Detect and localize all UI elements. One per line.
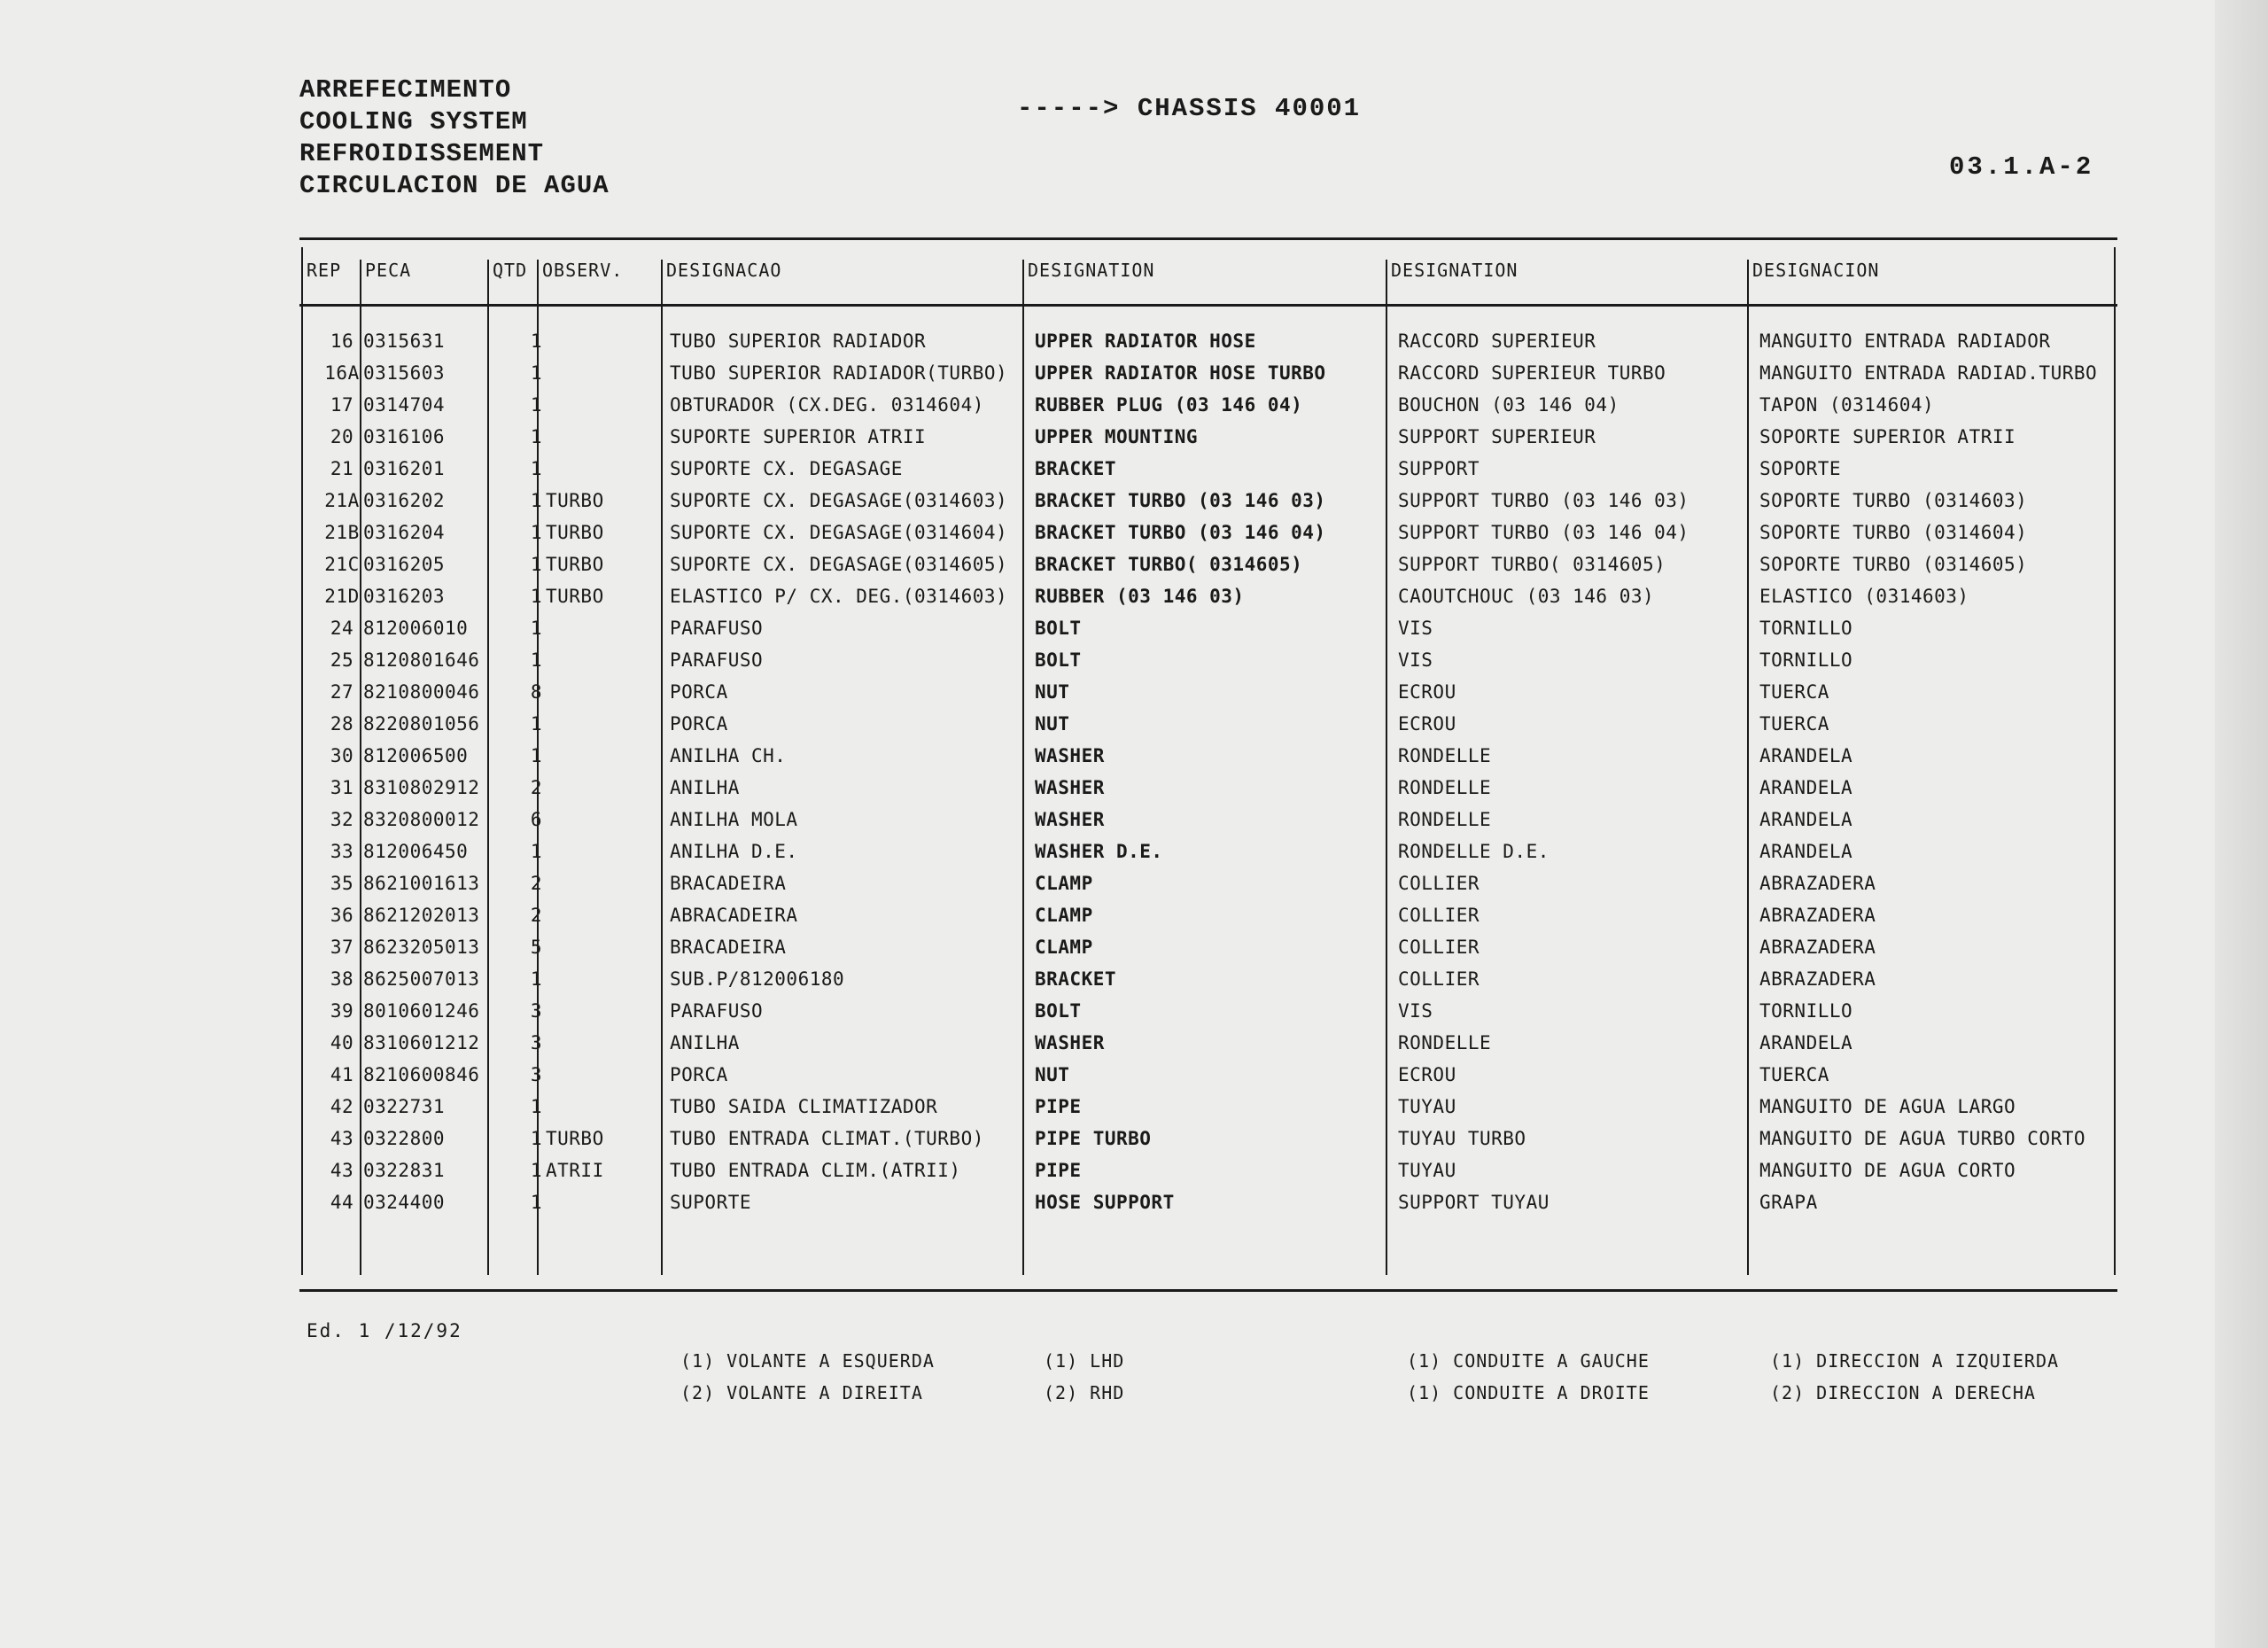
cell-designacao: BRACADEIRA <box>670 873 787 894</box>
edition-date: Ed. 1 /12/92 <box>307 1320 462 1341</box>
cell-designacion: SOPORTE TURBO (0314603) <box>1759 490 2028 511</box>
cell-qtd: 8 <box>530 681 542 703</box>
cell-designation-fr: VIS <box>1398 618 1433 639</box>
cell-qtd: 1 <box>530 394 542 416</box>
table-row <box>299 905 2117 937</box>
cell-designacion: TORNILLO <box>1759 618 1853 639</box>
cell-rep: 21A <box>324 490 360 511</box>
cell-peca: 812006010 <box>363 618 469 639</box>
cell-rep: 43 <box>330 1160 354 1181</box>
cell-designation-en: NUT <box>1035 1064 1070 1085</box>
cell-designacion: TORNILLO <box>1759 1000 1853 1022</box>
cell-designation-fr: RONDELLE <box>1398 745 1492 766</box>
cell-peca: 8220801056 <box>363 713 480 735</box>
title-en: COOLING SYSTEM <box>299 107 528 136</box>
cell-peca: 0322800 <box>363 1128 446 1149</box>
cell-designation-fr: RACCORD SUPERIEUR <box>1398 330 1596 352</box>
table-row <box>299 394 2117 426</box>
cell-peca: 0315603 <box>363 362 446 384</box>
title-pt: ARREFECIMENTO <box>299 75 512 105</box>
cell-designacao: SUB.P/812006180 <box>670 968 845 990</box>
cell-rep: 44 <box>330 1192 354 1213</box>
table-row <box>299 937 2117 968</box>
cell-designation-fr: SUPPORT TURBO (03 146 04) <box>1398 522 1689 543</box>
cell-designacion: MANGUITO ENTRADA RADIAD.TURBO <box>1759 362 2098 384</box>
cell-designacao: ANILHA D.E. <box>670 841 798 862</box>
cell-designation-en: BRACKET <box>1035 968 1117 990</box>
table-row <box>299 649 2117 681</box>
cell-designation-fr: ECROU <box>1398 681 1456 703</box>
cell-designation-en: PIPE <box>1035 1160 1082 1181</box>
cell-peca: 812006500 <box>363 745 469 766</box>
parts-table <box>299 237 2117 1292</box>
cell-peca: 0322731 <box>363 1096 446 1117</box>
cell-observ: TURBO <box>546 1128 604 1149</box>
cell-designation-en: BRACKET TURBO (03 146 03) <box>1035 490 1326 511</box>
cell-qtd: 6 <box>530 809 542 830</box>
cell-qtd: 1 <box>530 1096 542 1117</box>
cell-designacao: TUBO SUPERIOR RADIADOR <box>670 330 927 352</box>
cell-designation-en: BOLT <box>1035 649 1082 671</box>
table-row <box>299 841 2117 873</box>
cell-qtd: 1 <box>530 362 542 384</box>
cell-designation-en: CLAMP <box>1035 937 1093 958</box>
cell-designacao: ANILHA CH. <box>670 745 787 766</box>
cell-designacao: PARAFUSO <box>670 1000 764 1022</box>
table-row <box>299 554 2117 586</box>
cell-designation-en: BOLT <box>1035 1000 1082 1022</box>
cell-rep: 21B <box>324 522 360 543</box>
cell-peca: 0316205 <box>363 554 446 575</box>
header-separator <box>299 304 2117 307</box>
cell-designacion: ABRAZADERA <box>1759 905 1876 926</box>
cell-qtd: 1 <box>530 330 542 352</box>
cell-peca: 8623205013 <box>363 937 480 958</box>
cell-designacao: PARAFUSO <box>670 618 764 639</box>
cell-designacion: ELASTICO (0314603) <box>1759 586 1969 607</box>
cell-observ: TURBO <box>546 554 604 575</box>
cell-designacion: ARANDELA <box>1759 745 1853 766</box>
cell-rep: 24 <box>330 618 354 639</box>
cell-peca: 8210600846 <box>363 1064 480 1085</box>
cell-designacao: TUBO SAIDA CLIMATIZADOR <box>670 1096 938 1117</box>
cell-qtd: 3 <box>530 1032 542 1053</box>
cell-qtd: 2 <box>530 905 542 926</box>
cell-peca: 8625007013 <box>363 968 480 990</box>
header-designation-fr: DESIGNATION <box>1391 260 1518 281</box>
cell-peca: 8010601246 <box>363 1000 480 1022</box>
cell-designation-en: UPPER MOUNTING <box>1035 426 1199 447</box>
cell-designacion: ARANDELA <box>1759 809 1853 830</box>
cell-peca: 8310601212 <box>363 1032 480 1053</box>
cell-designation-fr: TUYAU <box>1398 1096 1456 1117</box>
cell-designacion: MANGUITO DE AGUA TURBO CORTO <box>1759 1128 2086 1149</box>
cell-designation-fr: SUPPORT <box>1398 458 1480 479</box>
cell-peca: 0316202 <box>363 490 446 511</box>
table-row <box>299 968 2117 1000</box>
cell-designation-fr: SUPPORT TURBO( 0314605) <box>1398 554 1666 575</box>
cell-designation-en: NUT <box>1035 681 1070 703</box>
cell-designation-en: PIPE TURBO <box>1035 1128 1152 1149</box>
table-row <box>299 1128 2117 1160</box>
header-rep: REP <box>307 260 342 281</box>
cell-rep: 40 <box>330 1032 354 1053</box>
table-row <box>299 458 2117 490</box>
cell-peca: 0314704 <box>363 394 446 416</box>
cell-rep: 42 <box>330 1096 354 1117</box>
cell-rep: 39 <box>330 1000 354 1022</box>
cell-peca: 0324400 <box>363 1192 446 1213</box>
cell-qtd: 1 <box>530 522 542 543</box>
cell-qtd: 1 <box>530 745 542 766</box>
table-row <box>299 1000 2117 1032</box>
cell-qtd: 1 <box>530 1160 542 1181</box>
cell-designation-en: NUT <box>1035 713 1070 735</box>
cell-qtd: 1 <box>530 426 542 447</box>
cell-rep: 32 <box>330 809 354 830</box>
cell-designation-en: BRACKET <box>1035 458 1117 479</box>
table-row <box>299 1192 2117 1224</box>
header-designacao: DESIGNACAO <box>666 260 782 281</box>
cell-designation-en: CLAMP <box>1035 873 1093 894</box>
header-designacion: DESIGNACION <box>1752 260 1880 281</box>
cell-designacao: SUPORTE CX. DEGASAGE <box>670 458 903 479</box>
cell-designation-fr: ECROU <box>1398 713 1456 735</box>
cell-designacion: SOPORTE <box>1759 458 1842 479</box>
cell-designation-fr: TUYAU TURBO <box>1398 1128 1526 1149</box>
cell-designacao: SUPORTE SUPERIOR ATRII <box>670 426 927 447</box>
cell-designacao: ANILHA <box>670 777 740 798</box>
cell-rep: 33 <box>330 841 354 862</box>
cell-designation-fr: RONDELLE <box>1398 777 1492 798</box>
cell-designation-fr: VIS <box>1398 649 1433 671</box>
cell-rep: 35 <box>330 873 354 894</box>
header-observ: OBSERV. <box>542 260 624 281</box>
cell-designation-en: PIPE <box>1035 1096 1082 1117</box>
cell-qtd: 1 <box>530 1128 542 1149</box>
cell-designation-fr: RONDELLE D.E. <box>1398 841 1550 862</box>
cell-designation-fr: RONDELLE <box>1398 1032 1492 1053</box>
cell-designacao: TUBO SUPERIOR RADIADOR(TURBO) <box>670 362 1008 384</box>
cell-observ: ATRII <box>546 1160 604 1181</box>
cell-designation-fr: COLLIER <box>1398 873 1480 894</box>
cell-designacion: MANGUITO DE AGUA CORTO <box>1759 1160 2016 1181</box>
cell-designation-fr: SUPPORT TUYAU <box>1398 1192 1550 1213</box>
cell-designacion: ABRAZADERA <box>1759 937 1876 958</box>
cell-rep: 38 <box>330 968 354 990</box>
cell-qtd: 2 <box>530 777 542 798</box>
cell-qtd: 3 <box>530 1064 542 1085</box>
cell-designation-fr: TUYAU <box>1398 1160 1456 1181</box>
cell-qtd: 1 <box>530 968 542 990</box>
cell-designation-fr: ECROU <box>1398 1064 1456 1085</box>
cell-designation-en: BOLT <box>1035 618 1082 639</box>
cell-peca: 8621202013 <box>363 905 480 926</box>
cell-rep: 20 <box>330 426 354 447</box>
note-line: (1) CONDUITE A GAUCHE <box>1407 1350 1650 1372</box>
cell-designacion: SOPORTE SUPERIOR ATRII <box>1759 426 2016 447</box>
cell-peca: 0316204 <box>363 522 446 543</box>
cell-designacion: TORNILLO <box>1759 649 1853 671</box>
cell-rep: 31 <box>330 777 354 798</box>
cell-designation-fr: COLLIER <box>1398 937 1480 958</box>
cell-designacao: PORCA <box>670 713 728 735</box>
table-row <box>299 873 2117 905</box>
cell-rep: 16 <box>330 330 354 352</box>
cell-designation-fr: BOUCHON (03 146 04) <box>1398 394 1619 416</box>
table-row <box>299 1096 2117 1128</box>
chassis-label: -----> CHASSIS 40001 <box>1017 94 1362 123</box>
cell-rep: 21D <box>324 586 360 607</box>
cell-designacao: TUBO ENTRADA CLIMAT.(TURBO) <box>670 1128 984 1149</box>
note-line: (1) CONDUITE A DROITE <box>1407 1382 1650 1403</box>
title-fr: REFROIDISSEMENT <box>299 139 545 168</box>
cell-designation-en: UPPER RADIATOR HOSE <box>1035 330 1256 352</box>
cell-designation-fr: RONDELLE <box>1398 809 1492 830</box>
cell-observ: TURBO <box>546 586 604 607</box>
cell-rep: 43 <box>330 1128 354 1149</box>
note-line: (1) VOLANTE A ESQUERDA <box>680 1350 935 1372</box>
cell-rep: 30 <box>330 745 354 766</box>
cell-qtd: 1 <box>530 458 542 479</box>
cell-rep: 37 <box>330 937 354 958</box>
note-line: (2) RHD <box>1044 1382 1125 1403</box>
cell-designacao: SUPORTE CX. DEGASAGE(0314603) <box>670 490 1008 511</box>
section-titles <box>299 74 610 202</box>
cell-designacion: ABRAZADERA <box>1759 873 1876 894</box>
cell-peca: 0316201 <box>363 458 446 479</box>
cell-designation-en: WASHER D.E. <box>1035 841 1163 862</box>
cell-designacion: ARANDELA <box>1759 1032 1853 1053</box>
cell-designacion: SOPORTE TURBO (0314604) <box>1759 522 2028 543</box>
cell-rep: 28 <box>330 713 354 735</box>
cell-peca: 8621001613 <box>363 873 480 894</box>
table-row <box>299 1064 2117 1096</box>
cell-designacao: SUPORTE <box>670 1192 752 1213</box>
notes-pt <box>680 1345 935 1409</box>
cell-designacao: ABRACADEIRA <box>670 905 798 926</box>
cell-designacion: TAPON (0314604) <box>1759 394 1935 416</box>
cell-rep: 16A <box>324 362 360 384</box>
cell-designation-fr: SUPPORT SUPERIEUR <box>1398 426 1596 447</box>
cell-designation-en: WASHER <box>1035 1032 1105 1053</box>
cell-designation-en: BRACKET TURBO (03 146 04) <box>1035 522 1326 543</box>
notes-en <box>1044 1345 1124 1409</box>
cell-rep: 21C <box>324 554 360 575</box>
cell-peca: 0316203 <box>363 586 446 607</box>
cell-qtd: 1 <box>530 554 542 575</box>
cell-qtd: 1 <box>530 618 542 639</box>
note-line: (2) DIRECCION A DERECHA <box>1770 1382 2036 1403</box>
note-line: (1) LHD <box>1044 1350 1125 1372</box>
table-row <box>299 745 2117 777</box>
cell-designacao: SUPORTE CX. DEGASAGE(0314604) <box>670 522 1008 543</box>
table-row <box>299 1032 2117 1064</box>
cell-designation-en: UPPER RADIATOR HOSE TURBO <box>1035 362 1326 384</box>
cell-peca: 8310802912 <box>363 777 480 798</box>
cell-rep: 41 <box>330 1064 354 1085</box>
notes-fr <box>1407 1345 1650 1409</box>
table-row <box>299 522 2117 554</box>
cell-designation-fr: VIS <box>1398 1000 1433 1022</box>
table-row <box>299 681 2117 713</box>
cell-designation-fr: COLLIER <box>1398 968 1480 990</box>
cell-qtd: 1 <box>530 490 542 511</box>
cell-designacao: TUBO ENTRADA CLIM.(ATRII) <box>670 1160 961 1181</box>
table-row <box>299 618 2117 649</box>
cell-designacion: ARANDELA <box>1759 841 1853 862</box>
cell-peca: 8120801646 <box>363 649 480 671</box>
cell-designacion: MANGUITO DE AGUA LARGO <box>1759 1096 2016 1117</box>
table-row <box>299 713 2117 745</box>
cell-rep: 27 <box>330 681 354 703</box>
cell-designation-fr: SUPPORT TURBO (03 146 03) <box>1398 490 1689 511</box>
table-row <box>299 809 2117 841</box>
cell-peca: 0315631 <box>363 330 446 352</box>
cell-designacao: BRACADEIRA <box>670 937 787 958</box>
cell-designation-en: HOSE SUPPORT <box>1035 1192 1175 1213</box>
cell-designacao: OBTURADOR (CX.DEG. 0314604) <box>670 394 984 416</box>
cell-designacao: PORCA <box>670 681 728 703</box>
cell-peca: 812006450 <box>363 841 469 862</box>
cell-designacao: PARAFUSO <box>670 649 764 671</box>
cell-designacion: ABRAZADERA <box>1759 968 1876 990</box>
cell-designation-en: BRACKET TURBO( 0314605) <box>1035 554 1303 575</box>
table-row <box>299 777 2117 809</box>
cell-designacion: GRAPA <box>1759 1192 1818 1213</box>
table-row <box>299 490 2117 522</box>
cell-qtd: 3 <box>530 1000 542 1022</box>
title-es: CIRCULACION DE AGUA <box>299 171 610 200</box>
cell-rep: 21 <box>330 458 354 479</box>
cell-designation-en: WASHER <box>1035 809 1105 830</box>
table-row <box>299 330 2117 362</box>
cell-qtd: 1 <box>530 841 542 862</box>
cell-rep: 17 <box>330 394 354 416</box>
cell-designation-en: RUBBER PLUG (03 146 04) <box>1035 394 1303 416</box>
table-row <box>299 1160 2117 1192</box>
header-qtd: QTD <box>493 260 528 281</box>
cell-designacao: PORCA <box>670 1064 728 1085</box>
cell-designacao: ELASTICO P/ CX. DEG.(0314603) <box>670 586 1008 607</box>
cell-qtd: 1 <box>530 1192 542 1213</box>
cell-designacion: TUERCA <box>1759 713 1829 735</box>
cell-designation-fr: CAOUTCHOUC (03 146 03) <box>1398 586 1655 607</box>
page-reference: 03.1.A-2 <box>1949 152 2094 182</box>
cell-designacion: ARANDELA <box>1759 777 1853 798</box>
cell-designacion: TUERCA <box>1759 681 1829 703</box>
cell-peca: 0316106 <box>363 426 446 447</box>
header-designation-en: DESIGNATION <box>1028 260 1155 281</box>
cell-observ: TURBO <box>546 490 604 511</box>
table-row <box>299 586 2117 618</box>
note-line: (1) DIRECCION A IZQUIERDA <box>1770 1350 2060 1372</box>
cell-peca: 8320800012 <box>363 809 480 830</box>
cell-qtd: 5 <box>530 937 542 958</box>
table-row <box>299 426 2117 458</box>
cell-designacion: TUERCA <box>1759 1064 1829 1085</box>
cell-designation-en: CLAMP <box>1035 905 1093 926</box>
page-edge-shadow <box>2215 0 2268 1648</box>
cell-qtd: 1 <box>530 586 542 607</box>
cell-designacao: ANILHA MOLA <box>670 809 798 830</box>
cell-designation-en: WASHER <box>1035 745 1105 766</box>
cell-qtd: 1 <box>530 649 542 671</box>
cell-qtd: 1 <box>530 713 542 735</box>
notes-es <box>1770 1345 2059 1409</box>
cell-peca: 0322831 <box>363 1160 446 1181</box>
cell-rep: 25 <box>330 649 354 671</box>
note-line: (2) VOLANTE A DIREITA <box>680 1382 923 1403</box>
cell-peca: 8210800046 <box>363 681 480 703</box>
cell-designation-en: WASHER <box>1035 777 1105 798</box>
cell-designacao: SUPORTE CX. DEGASAGE(0314605) <box>670 554 1008 575</box>
cell-designacion: SOPORTE TURBO (0314605) <box>1759 554 2028 575</box>
cell-designation-fr: COLLIER <box>1398 905 1480 926</box>
table-row <box>299 362 2117 394</box>
cell-designation-fr: RACCORD SUPERIEUR TURBO <box>1398 362 1666 384</box>
cell-designacao: ANILHA <box>670 1032 740 1053</box>
cell-rep: 36 <box>330 905 354 926</box>
header-peca: PECA <box>365 260 412 281</box>
cell-qtd: 2 <box>530 873 542 894</box>
cell-designacion: MANGUITO ENTRADA RADIADOR <box>1759 330 2051 352</box>
cell-observ: TURBO <box>546 522 604 543</box>
cell-designation-en: RUBBER (03 146 03) <box>1035 586 1245 607</box>
